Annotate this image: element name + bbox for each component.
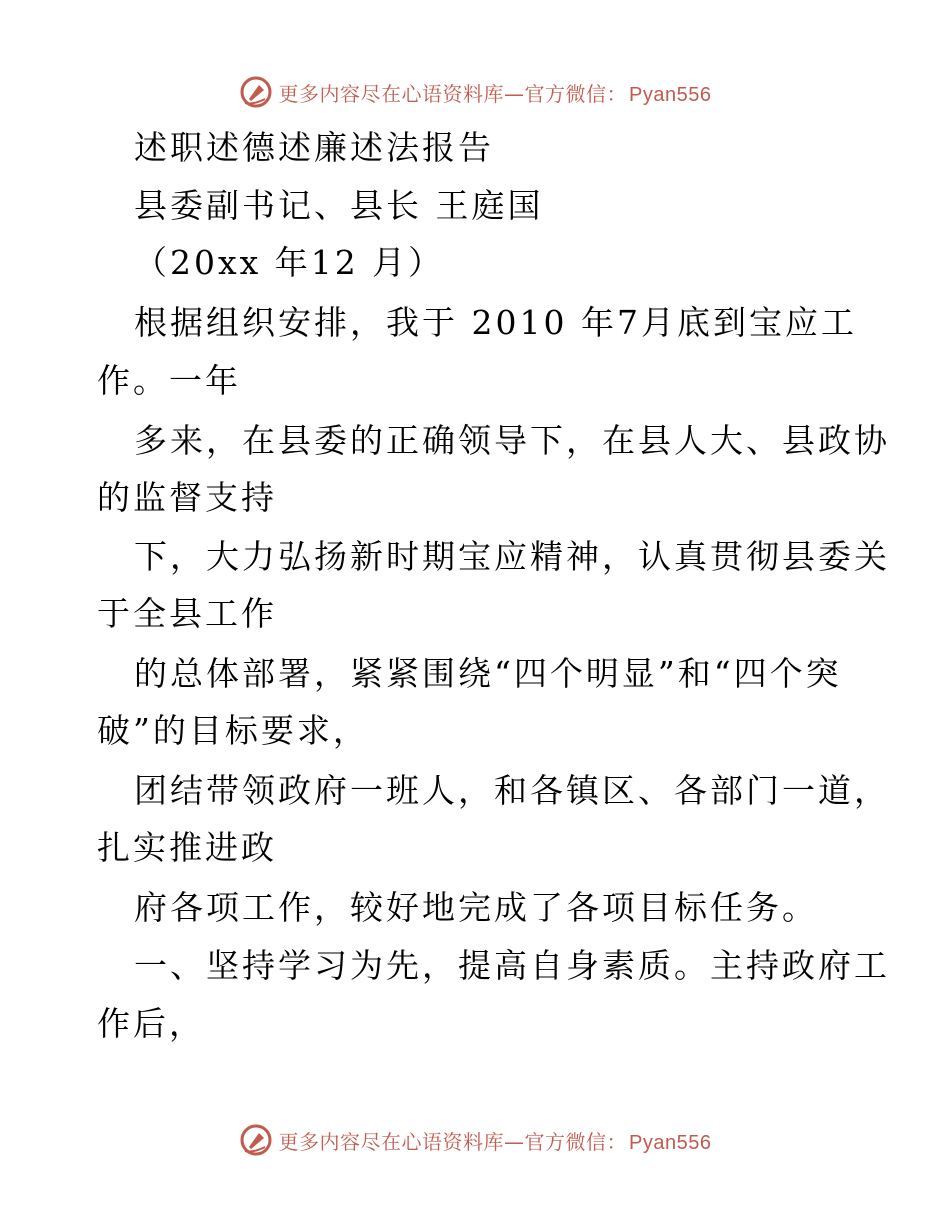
body-line: 于全县工作	[97, 594, 277, 633]
watermark-label: 更多内容尽在心语资料库—官方微信：	[278, 1129, 628, 1154]
watermark-text	[279, 1126, 712, 1155]
body-line: 的监督支持	[97, 478, 277, 517]
date-line: （20xx 年12 月）	[134, 243, 445, 282]
author-line: 县委副书记、县长 王庭国	[134, 186, 544, 225]
body-line: 扎实推进政	[97, 828, 277, 867]
body-line: 破”的目标要求，	[97, 711, 369, 750]
watermark-wechat-id: Pyan556	[629, 83, 712, 106]
body-line: 府各项工作，较好地完成了各项目标任务。	[134, 888, 818, 927]
watermark-label: 更多内容尽在心语资料库—官方微信：	[278, 81, 628, 106]
footer-watermark	[0, 1120, 950, 1160]
body-line: 作后，	[97, 1004, 205, 1043]
body-line: 根据组织安排，我于 2010 年7月底到宝应工	[134, 303, 857, 342]
watermark-wechat-id: Pyan556	[629, 1131, 712, 1154]
body-line: 一、坚持学习为先，提高自身素质。主持政府工	[134, 946, 890, 985]
body-line: 团结带领政府一班人，和各镇区、各部门一道，	[134, 771, 890, 810]
body-line: 多来，在县委的正确领导下，在县人大、县政协	[134, 421, 890, 460]
body-line: 下，大力弘扬新时期宝应精神，认真贯彻县委关	[134, 537, 890, 576]
body-line: 的总体部署，紧紧围绕“四个明显”和“四个突	[134, 654, 842, 693]
pen-nib-logo-icon	[239, 1123, 273, 1157]
document-title: 述职述德述廉述法报告	[134, 128, 494, 167]
body-line: 作。一年	[97, 361, 241, 400]
